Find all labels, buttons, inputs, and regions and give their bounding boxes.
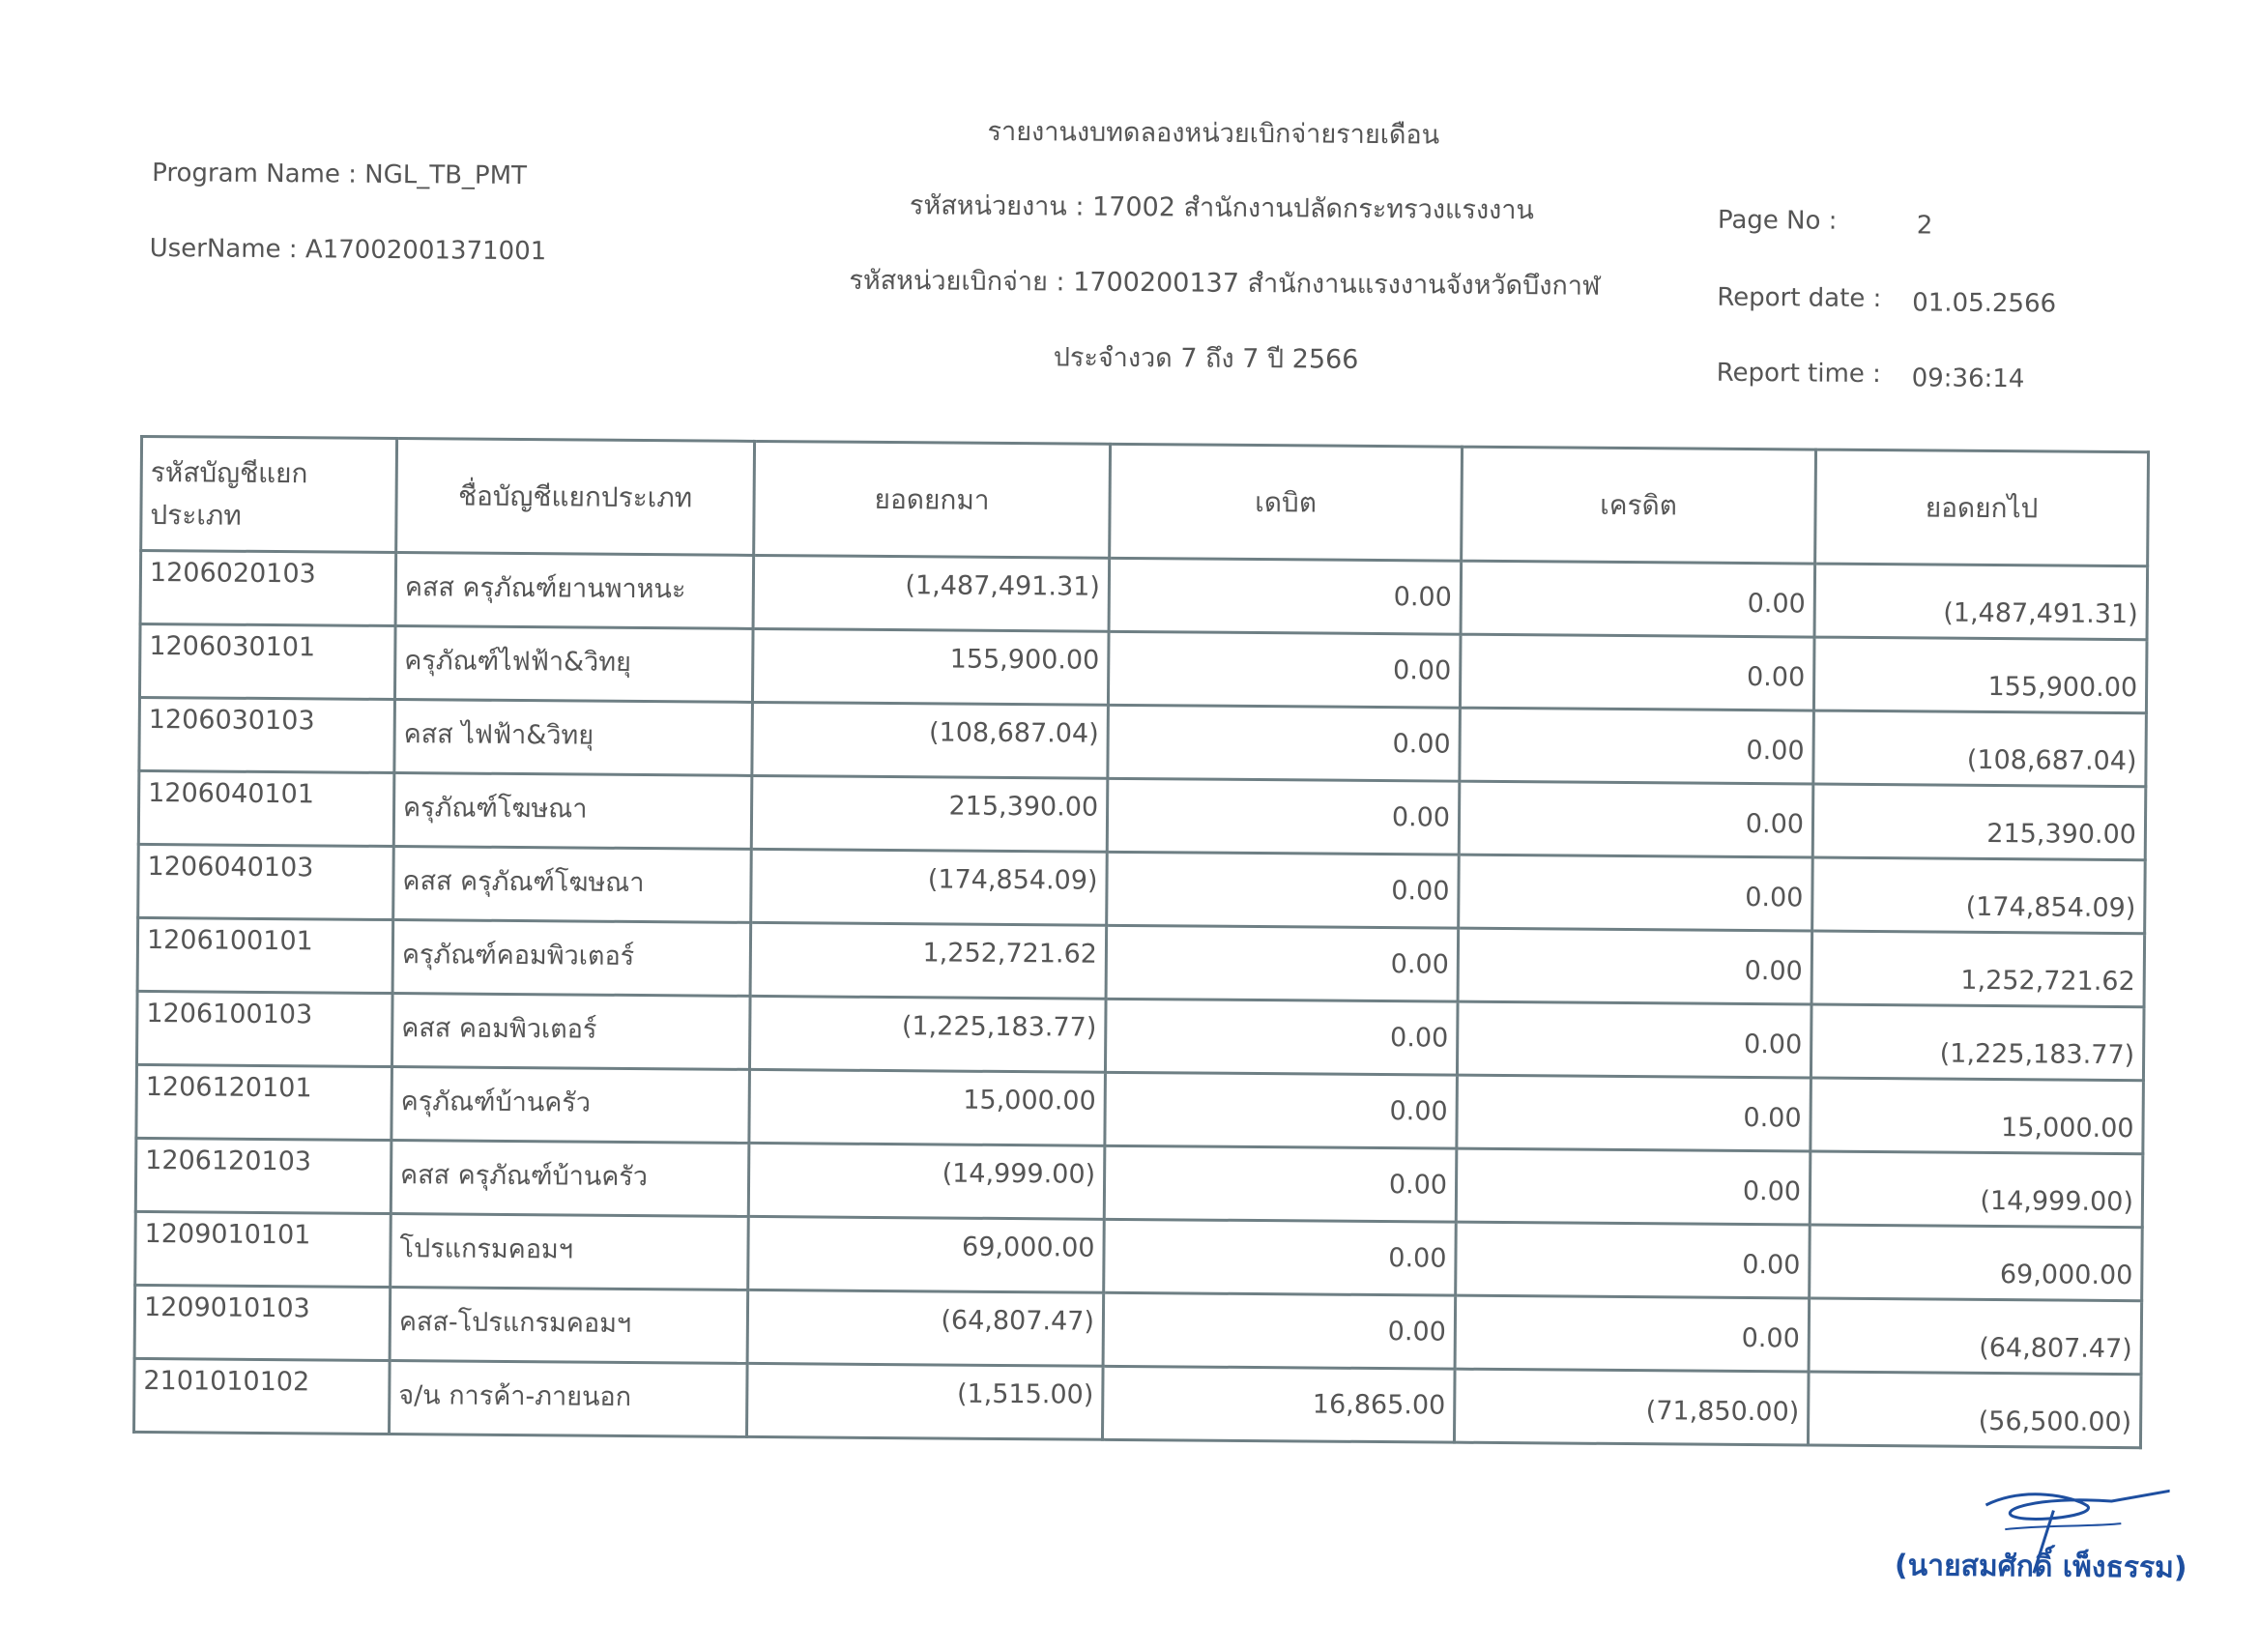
cell-credit (1457, 1075, 1811, 1151)
cell-debit (1106, 925, 1459, 1001)
cell-brought-forward (750, 922, 1107, 999)
carried-forward-value: (14,999.00) (1980, 1185, 2134, 1218)
brought-forward-value: (174,854.09) (927, 864, 1098, 896)
report-time-label: Report time : (1716, 358, 1881, 390)
cell-credit (1455, 1295, 1810, 1372)
header-brought-forward: ยอดยกมา (754, 441, 1111, 558)
credit-value: 0.00 (1742, 1249, 1801, 1281)
cell-carried-forward (1812, 857, 2146, 934)
brought-forward-value: (108,687.04) (928, 717, 1099, 749)
cell-brought-forward (752, 628, 1109, 705)
cell-account-code: 2101010102 (134, 1358, 391, 1434)
cell-account-name: คสส ครุภัณฑ์โฆษณา (393, 847, 752, 923)
cell-debit (1104, 1219, 1457, 1295)
carried-forward-value: 215,390.00 (1986, 818, 2137, 851)
agency-line: รหัสหน่วยงาน : 17002 สำนักงานปลัดกระทรวงแรงงาน (909, 190, 1535, 226)
cell-credit (1454, 1369, 1809, 1445)
brought-forward-value: (1,225,183.77) (901, 1011, 1097, 1043)
credit-value: 0.00 (1743, 1029, 1803, 1060)
cell-brought-forward (746, 1363, 1103, 1439)
debit-value: 0.00 (1391, 876, 1450, 907)
debit-value: 0.00 (1387, 1317, 1446, 1348)
cell-brought-forward (751, 775, 1108, 852)
cell-debit (1108, 631, 1461, 708)
cell-account-name: ครุภัณฑ์บ้านครัว (391, 1067, 750, 1144)
carried-forward-value: 69,000.00 (1999, 1260, 2133, 1291)
cell-account-code: 1206020103 (140, 550, 396, 625)
cell-credit (1461, 561, 1815, 637)
page-no-label: Page No : (1717, 205, 1838, 236)
debit-value: 0.00 (1390, 1023, 1449, 1054)
brought-forward-value: (64,807.47) (941, 1305, 1095, 1337)
cell-carried-forward (1814, 564, 2148, 640)
cell-account-code: 1206030103 (139, 697, 395, 772)
cell-account-code: 1206040101 (138, 770, 394, 846)
cell-account-code: 1206040103 (138, 844, 394, 919)
cell-carried-forward (1813, 637, 2147, 713)
carried-forward-value: 155,900.00 (1987, 671, 2138, 704)
credit-value: 0.00 (1746, 662, 1806, 693)
cell-brought-forward (748, 1143, 1105, 1219)
cell-account-code: 1206120101 (136, 1064, 392, 1140)
credit-value: 0.00 (1744, 955, 1803, 987)
period-line: ประจำงวด 7 ถึง 7 ปี 2566 (1053, 342, 1359, 375)
carried-forward-value: (1,487,491.31) (1943, 597, 2138, 630)
brought-forward-value: 69,000.00 (961, 1232, 1095, 1263)
cell-account-name: คสส ครุภัณฑ์บ้านครัว (391, 1141, 749, 1217)
cell-account-name: คสส ไฟฟ้า&วิทยุ (394, 700, 753, 776)
carried-forward-value: 15,000.00 (2000, 1113, 2134, 1145)
cell-brought-forward (748, 1216, 1105, 1292)
cell-account-name: คสส-โปรแกรมคอมฯ (390, 1288, 748, 1364)
cell-brought-forward (749, 1069, 1106, 1145)
credit-value: 0.00 (1742, 1175, 1802, 1207)
cell-debit (1109, 558, 1462, 634)
cell-account-code: 1206100103 (136, 991, 392, 1066)
brought-forward-value: (14,999.00) (942, 1158, 1096, 1190)
header-carried-forward: ยอดยกไป (1815, 449, 2149, 566)
cell-credit (1456, 1222, 1811, 1298)
cell-credit (1456, 1148, 1811, 1225)
debit-value: 16,865.00 (1312, 1389, 1446, 1421)
cell-brought-forward (747, 1290, 1104, 1366)
cell-account-code: 1209010101 (135, 1211, 391, 1287)
debit-value: 0.00 (1390, 949, 1449, 980)
header-debit: เดบิต (1110, 444, 1463, 561)
carried-forward-value: (64,807.47) (1979, 1332, 2132, 1365)
cell-carried-forward (1811, 1078, 2144, 1154)
credit-value: 0.00 (1745, 809, 1805, 840)
cell-credit (1460, 708, 1814, 784)
carried-forward-value: (174,854.09) (1965, 891, 2136, 924)
cell-credit (1459, 781, 1813, 857)
debit-value: 0.00 (1392, 655, 1452, 686)
program-name: Program Name : NGL_TB_PMT (152, 159, 528, 191)
cell-credit (1460, 634, 1814, 710)
cell-account-name: ครุภัณฑ์คอมพิวเตอร์ (392, 920, 751, 997)
report-time-value: 09:36:14 (1911, 363, 2025, 394)
cell-credit (1459, 855, 1813, 931)
cell-debit (1105, 1072, 1458, 1148)
cell-debit (1103, 1292, 1456, 1369)
cell-credit (1457, 1001, 1811, 1078)
cell-carried-forward (1813, 710, 2147, 787)
debit-value: 0.00 (1392, 729, 1451, 760)
table-row (134, 1358, 2142, 1447)
header-credit: เครดิต (1462, 447, 1816, 564)
cell-brought-forward (753, 555, 1110, 631)
credit-value: 0.00 (1746, 736, 1805, 767)
carried-forward-value: 1,252,721.62 (1960, 965, 2135, 998)
cell-account-name: คสส ครุภัณฑ์ยานพาหนะ (395, 553, 754, 629)
cell-account-code: 1206120103 (135, 1138, 391, 1213)
signatory-name: (นายสมศักดิ์ เพ็งธรรม) (1894, 1549, 2188, 1585)
table-header-row (141, 436, 2149, 565)
cell-debit (1108, 705, 1461, 781)
cell-brought-forward (751, 849, 1108, 925)
cell-account-code: 1206030101 (139, 623, 395, 699)
carried-forward-value: (1,225,183.77) (1939, 1038, 2135, 1071)
cell-brought-forward (749, 996, 1106, 1072)
debit-value: 0.00 (1389, 1096, 1448, 1127)
report-date-value: 01.05.2566 (1912, 288, 2057, 319)
cell-debit (1105, 999, 1458, 1075)
credit-value: (71,850.00) (1645, 1396, 1800, 1428)
credit-value: 0.00 (1741, 1322, 1800, 1354)
debit-value: 0.00 (1388, 1170, 1448, 1201)
disbursement-unit-line: รหัสหน่วยเบิกจ่าย : 1700200137 สำนักงานแรงงานจังหวัดบึงกาฬ (849, 265, 1601, 302)
carried-forward-value: (56,500.00) (1978, 1406, 2132, 1438)
cell-debit (1102, 1366, 1455, 1442)
cell-account-name: ครุภัณฑ์ไฟฟ้า&วิทยุ (394, 626, 753, 703)
debit-value: 0.00 (1391, 802, 1451, 833)
brought-forward-value: 15,000.00 (963, 1085, 1096, 1116)
trial-balance-table (132, 435, 2150, 1449)
cell-carried-forward (1808, 1372, 2141, 1448)
credit-value: 0.00 (1745, 883, 1804, 913)
report-date-label: Report date : (1717, 282, 1882, 314)
header-account-code: รหัสบัญชีแยกประเภท (141, 436, 397, 552)
brought-forward-value: (1,515.00) (956, 1378, 1094, 1410)
cell-carried-forward (1809, 1298, 2142, 1375)
debit-value: 0.00 (1388, 1243, 1447, 1274)
brought-forward-value: 215,390.00 (948, 791, 1099, 823)
cell-credit (1458, 928, 1812, 1004)
credit-value: 0.00 (1747, 589, 1806, 620)
cell-brought-forward (752, 702, 1109, 778)
cell-carried-forward (1811, 1004, 2144, 1081)
header-account-name: ชื่อบัญชีแยกประเภท (396, 439, 755, 556)
cell-debit (1107, 852, 1460, 928)
page-no-value: 2 (1916, 211, 1933, 241)
cell-carried-forward (1811, 931, 2145, 1007)
brought-forward-value: 155,900.00 (949, 644, 1100, 676)
cell-account-name: ครุภัณฑ์โฆษณา (393, 773, 752, 850)
cell-carried-forward (1810, 1225, 2143, 1301)
cell-account-name: โปรแกรมคอมฯ (391, 1214, 749, 1290)
credit-value: 0.00 (1743, 1102, 1802, 1134)
cell-account-code: 1206100101 (137, 917, 393, 993)
debit-value: 0.00 (1393, 582, 1452, 613)
cell-debit (1104, 1145, 1457, 1222)
cell-account-name: คสส คอมพิวเตอร์ (391, 994, 750, 1070)
cell-account-code: 1209010103 (134, 1285, 391, 1360)
cell-account-name: จ/น การค้า-ภายนอก (390, 1361, 748, 1437)
brought-forward-value: (1,487,491.31) (905, 570, 1101, 602)
brought-forward-value: 1,252,721.62 (922, 938, 1098, 970)
carried-forward-value: (108,687.04) (1966, 744, 2137, 777)
cell-carried-forward (1812, 784, 2146, 860)
user-name: UserName : A17002001371001 (149, 234, 547, 267)
cell-carried-forward (1810, 1151, 2143, 1228)
cell-debit (1107, 778, 1460, 855)
report-title: รายงานงบทดลองหน่วยเบิกจ่ายรายเดือน (987, 116, 1440, 151)
